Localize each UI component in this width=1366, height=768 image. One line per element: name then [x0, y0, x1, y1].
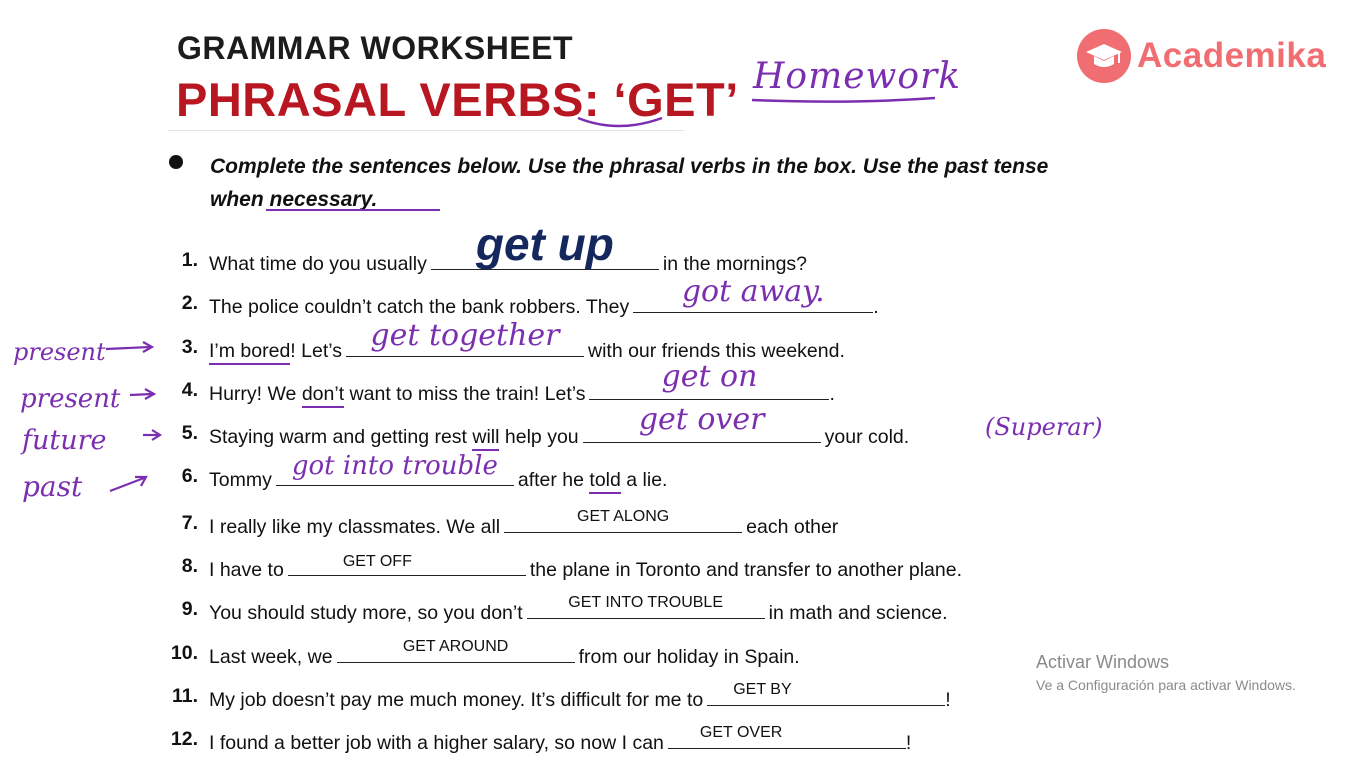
margin-note-present: present — [20, 384, 121, 414]
item-number: 12. — [170, 728, 198, 750]
answer-typed: GET BY — [733, 681, 792, 698]
item-number: 2. — [181, 292, 198, 314]
sentence-start: Hurry! We — [209, 383, 297, 405]
item-number: 11. — [171, 685, 198, 707]
answer-handwritten: get together — [370, 318, 560, 353]
answer-typed: GET AROUND — [402, 638, 509, 655]
sentence-start: Last week, we — [209, 646, 333, 668]
sentence-start: I found a better job with a higher salary, so now I can — [209, 732, 664, 754]
worksheet-subtitle: PHRASAL VERBS: ‘GET’ — [176, 73, 739, 126]
answer-typed: GET OVER — [699, 724, 783, 741]
sentence-start: You should study more, so you don’t — [209, 602, 523, 624]
side-note-superar: (Superar) — [985, 413, 1103, 441]
sentence-end: ! — [905, 732, 912, 754]
underlined-word: I’m bored — [209, 340, 290, 365]
underlined-word: will — [472, 426, 499, 451]
sentence-end: your cold. — [824, 426, 910, 448]
answer-typed: GET INTO TROUBLE — [568, 594, 723, 611]
sentence-start: I have to — [209, 559, 284, 581]
sentence-end: in the mornings? — [662, 253, 808, 275]
sentence-end: from our holiday in Spain. — [578, 646, 800, 668]
sentence-end: with our friends this weekend. — [587, 340, 845, 362]
item-number: 6. — [181, 465, 198, 487]
sentence-start: The police couldn’t catch the bank robbers. They — [209, 296, 630, 318]
sentence-end: . — [873, 296, 879, 318]
sentence-middle: help you — [504, 426, 579, 448]
brand-name: Academika — [1137, 36, 1327, 75]
sentence-start: What time do you usually — [209, 253, 427, 275]
sentence-start: Staying warm and getting rest — [209, 426, 467, 448]
item-number: 10. — [170, 642, 198, 664]
windows-activation-title: Activar Windows — [1036, 652, 1170, 672]
sentence-end: a lie. — [626, 469, 668, 491]
sentence-start: ! Let’s — [290, 340, 342, 362]
windows-activation-subtitle: Ve a Configuración para activar Windows. — [1036, 677, 1296, 693]
sentence-start: My job doesn’t pay me much money. It’s difficult for me to — [209, 689, 704, 711]
item-number: 3. — [181, 336, 198, 358]
answer-handwritten: get up — [475, 218, 614, 270]
item-number: 1. — [181, 249, 198, 271]
answer-handwritten: got into trouble — [291, 451, 498, 481]
worksheet-title: GRAMMAR WORKSHEET — [177, 30, 574, 66]
homework-handwritten-note: Homework — [753, 56, 962, 97]
answer-typed: GET OFF — [342, 553, 412, 570]
sentence-middle: after he — [517, 469, 584, 491]
answer-handwritten: get over — [638, 402, 765, 437]
sentence-middle: want to miss the train! Let’s — [349, 383, 586, 405]
sentence-end: . — [829, 383, 835, 405]
sentence-end: each other — [746, 516, 839, 538]
margin-note-present: present — [13, 338, 106, 366]
sentence-end: the plane in Toronto and transfer to another plane. — [529, 559, 963, 581]
underlined-word: don’t — [302, 383, 344, 408]
underlined-word: told — [589, 469, 620, 494]
sentence-start: Tommy — [209, 469, 272, 491]
instructions-text: Complete the sentences below. Use the phrasal verbs in the box. Use the past tense when necessary. — [210, 155, 1049, 211]
margin-note-past: past — [22, 470, 83, 503]
item-number: 7. — [181, 512, 198, 534]
answer-handwritten: got away. — [681, 274, 825, 309]
item-number: 4. — [181, 379, 198, 401]
sentence-end: in math and science. — [768, 602, 948, 624]
margin-note-future: future — [22, 425, 107, 456]
item-number: 5. — [181, 422, 198, 444]
sentence-start: I really like my classmates. We all — [209, 516, 501, 538]
answer-handwritten: get on — [661, 359, 758, 394]
item-number: 8. — [181, 555, 198, 577]
answer-typed: GET ALONG — [577, 508, 670, 525]
sentence-end: ! — [945, 689, 951, 711]
item-number: 9. — [181, 598, 198, 620]
